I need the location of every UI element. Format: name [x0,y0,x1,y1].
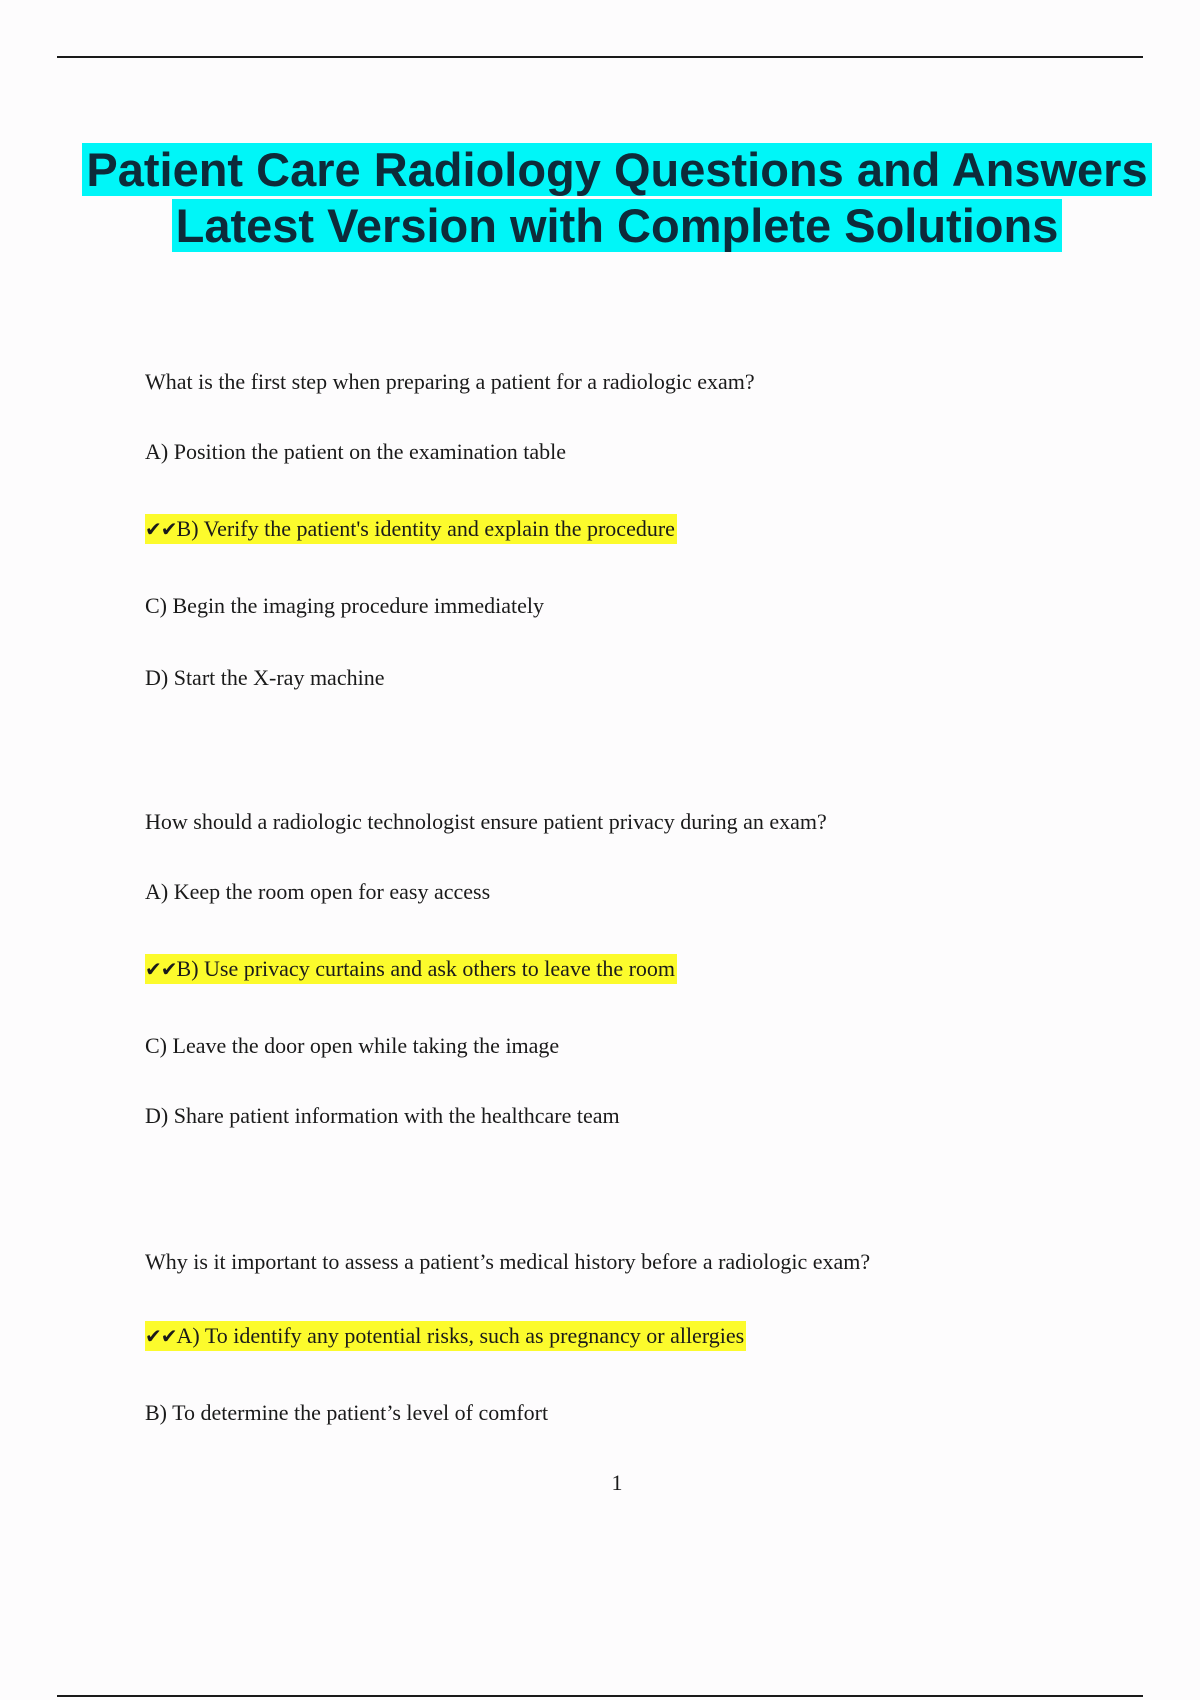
double-check-icon: ✔✔ [145,517,177,541]
header-rule [57,56,1143,58]
question-2-text: How should a radiologic technologist ensure patient privacy during an exam? [145,809,827,834]
question-3-option-a-correct [145,1321,746,1351]
double-check-icon: ✔✔ [145,1324,177,1348]
question-3-option-b: B) To determine the patient’s level of comfort [145,1400,549,1425]
answer-text: B) Verify the patient's identity and explain the procedure [176,516,675,541]
question-2-option-d: D) Share patient information with the healthcare team [145,1103,620,1128]
question-1-text: What is the first step when preparing a patient for a radiologic exam? [145,369,755,394]
answer-highlight [145,1321,746,1351]
answer-text: B) Use privacy curtains and ask others to leave the room [176,956,676,981]
question-2-option-a: A) Keep the room open for easy access [145,879,491,904]
double-check-icon: ✔✔ [145,957,177,981]
question-1-option-c: C) Begin the imaging procedure immediately [145,593,544,618]
title-highlight: Patient Care Radiology Questions and Answers Latest Version with Complete Solutions [82,143,1151,252]
answer-highlight [145,954,677,984]
question-1-option-a: A) Position the patient on the examination table [145,439,566,464]
question-1-option-b-correct [145,514,677,544]
page-number: 1 [611,1470,623,1495]
answer-text: A) To identify any potential risks, such as pregnancy or allergies [176,1323,745,1348]
answer-highlight [145,514,677,544]
footer-rule [57,1695,1143,1697]
document-title [60,142,1174,254]
question-1-option-d: D) Start the X-ray machine [145,665,385,690]
question-2-option-b-correct [145,954,677,984]
question-2-option-c: C) Leave the door open while taking the image [145,1033,560,1058]
question-3-text: Why is it important to assess a patient’s medical history before a radiologic exam? [145,1249,871,1274]
